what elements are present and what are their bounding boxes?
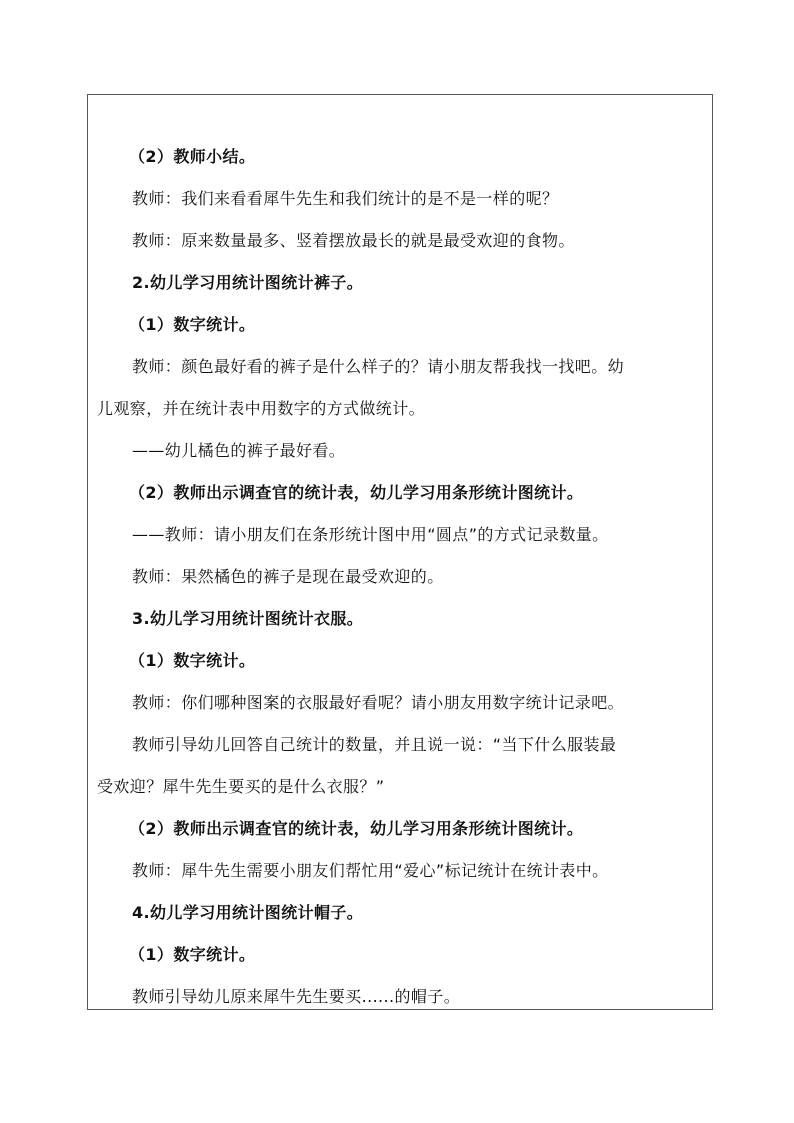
subheading-number-stats: （1）数字统计。	[129, 945, 256, 964]
paragraph-line: 教师：你们哪种图案的衣服最好看呢？请小朋友用数字统计记录吧。	[132, 693, 625, 712]
paragraph-line: ——幼儿橘色的裤子最好看。	[132, 441, 346, 460]
paragraph-line: 教师：犀牛先生需要小朋友们帮忙用“爱心”标记统计在统计表中。	[132, 861, 609, 880]
subheading-bar-chart: （2）教师出示调查官的统计表，幼儿学习用条形统计图统计。	[129, 483, 584, 502]
subheading-number-stats: （1）数字统计。	[129, 315, 256, 334]
section-heading-hats: 4.幼儿学习用统计图统计帽子。	[132, 903, 364, 922]
paragraph-line: ——教师：请小朋友们在条形统计图中用“圆点”的方式记录数量。	[132, 525, 609, 544]
paragraph-line: 教师：颜色最好看的裤子是什么样子的？请小朋友帮我找一找吧。幼	[132, 357, 625, 376]
subheading-bar-chart: （2）教师出示调查官的统计表，幼儿学习用条形统计图统计。	[129, 819, 584, 838]
subheading-number-stats: （1）数字统计。	[129, 651, 256, 670]
paragraph-line: 教师引导幼儿回答自己统计的数量，并且说一说：“当下什么服装最	[132, 735, 617, 754]
paragraph-line: 教师：果然橘色的裤子是现在最受欢迎的。	[132, 567, 444, 586]
heading-teacher-summary: （2）教师小结。	[129, 147, 256, 166]
section-heading-clothes: 3.幼儿学习用统计图统计衣服。	[132, 609, 364, 628]
paragraph-line: 教师引导幼儿原来犀牛先生要买......的帽子。	[132, 987, 461, 1006]
paragraph-line: 教师：原来数量最多、竖着摆放最长的就是最受欢迎的食物。	[132, 231, 575, 250]
paragraph-line: 受欢迎？犀牛先生要买的是什么衣服？”	[97, 777, 385, 796]
paragraph-line: 儿观察，并在统计表中用数字的方式做统计。	[97, 399, 426, 418]
content-table-cell	[87, 94, 713, 1010]
paragraph-line: 教师：我们来看看犀牛先生和我们统计的是不是一样的呢？	[132, 189, 559, 208]
section-heading-pants: 2.幼儿学习用统计图统计裤子。	[132, 273, 364, 292]
